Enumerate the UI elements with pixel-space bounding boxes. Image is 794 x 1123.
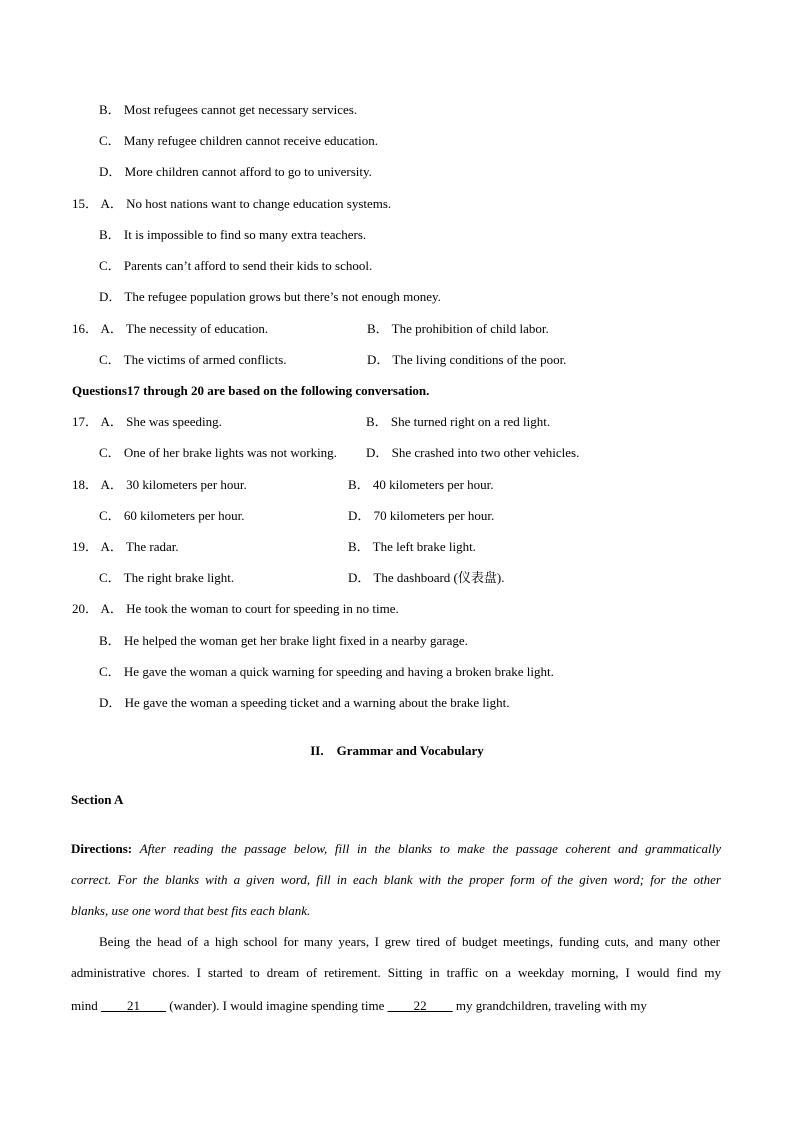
option-16-a: 16． A． The necessity of education. bbox=[72, 321, 269, 336]
option-19-d: D． The dashboard (仪表盘). bbox=[348, 570, 505, 585]
section-title: II. Grammar and Vocabulary bbox=[310, 743, 484, 758]
option-18-c: C． 60 kilometers per hour. bbox=[99, 508, 245, 523]
option-18-d: D． 70 kilometers per hour. bbox=[348, 508, 495, 523]
option-20-d: D． He gave the woman a speeding ticket and a warning about the brake light. bbox=[99, 695, 510, 710]
option-17-b: B． She turned right on a red light. bbox=[366, 414, 551, 429]
passage-text-3b: (wander). I would imagine spending time bbox=[165, 998, 388, 1013]
option-15-b: B． It is impossible to find so many extra teachers. bbox=[99, 227, 367, 242]
blank-21[interactable]: ____21____ bbox=[100, 998, 166, 1013]
option-20-c: C． He gave the woman a quick warning for speeding and having a broken brake light. bbox=[99, 664, 554, 679]
option-17-c: C． One of her brake lights was not working. bbox=[99, 445, 337, 460]
directions-line-3: blanks, use one word that best fits each blank. bbox=[71, 903, 311, 918]
blank-22[interactable]: ____22____ bbox=[387, 998, 453, 1013]
passage-text-3c: my grandchildren, traveling with my bbox=[452, 998, 647, 1013]
passage-line-2: administrative chores. I started to dream of retirement. Sitting in traffic on a weekday morning, I would find my bbox=[71, 965, 721, 980]
option-18-a: 18． A． 30 kilometers per hour. bbox=[72, 477, 247, 492]
option-17-d: D． She crashed into two other vehicles. bbox=[366, 445, 580, 460]
section-a-heading: Section A bbox=[71, 792, 124, 807]
directions-label: Directions: bbox=[71, 841, 133, 856]
option-16-d: D． The living conditions of the poor. bbox=[367, 352, 567, 367]
option-15-a: 15． A． No host nations want to change education systems. bbox=[72, 196, 392, 211]
passage-line-1: Being the head of a high school for many years, I grew tired of budget meetings, funding cuts, and many other bbox=[99, 934, 720, 949]
option-16-c: C． The victims of armed conflicts. bbox=[99, 352, 287, 367]
option-14-d: D． More children cannot afford to go to university. bbox=[99, 164, 372, 179]
option-20-a: 20． A． He took the woman to court for speeding in no time. bbox=[72, 601, 399, 616]
option-15-d: D． The refugee population grows but there’s not enough money. bbox=[99, 289, 441, 304]
directions-line-1 bbox=[71, 841, 721, 857]
option-19-c: C． The right brake light. bbox=[99, 570, 235, 585]
option-19-a: 19． A． The radar. bbox=[72, 539, 179, 554]
option-15-c: C． Parents can’t afford to send their kids to school. bbox=[99, 258, 373, 273]
option-14-c: C． Many refugee children cannot receive education. bbox=[99, 133, 379, 148]
directions-line-2: correct. For the blanks with a given word, fill in each blank with the proper form of the given word; for the other bbox=[71, 872, 721, 887]
option-16-b: B． The prohibition of child labor. bbox=[367, 321, 549, 336]
option-20-b: B． He helped the woman get her brake light fixed in a nearby garage. bbox=[99, 633, 468, 648]
option-14-b: B． Most refugees cannot get necessary services. bbox=[99, 102, 358, 117]
option-19-b: B． The left brake light. bbox=[348, 539, 476, 554]
conversation-heading: Questions17 through 20 are based on the following conversation. bbox=[72, 383, 430, 398]
passage-text-3a: mind bbox=[71, 998, 101, 1013]
option-17-a: 17． A． She was speeding. bbox=[72, 414, 222, 429]
option-18-b: B． 40 kilometers per hour. bbox=[348, 477, 494, 492]
directions-text-1: After reading the passage below, fill in the blanks to make the passage coherent and grammatically bbox=[139, 841, 722, 856]
passage-line-3 bbox=[71, 998, 647, 1014]
